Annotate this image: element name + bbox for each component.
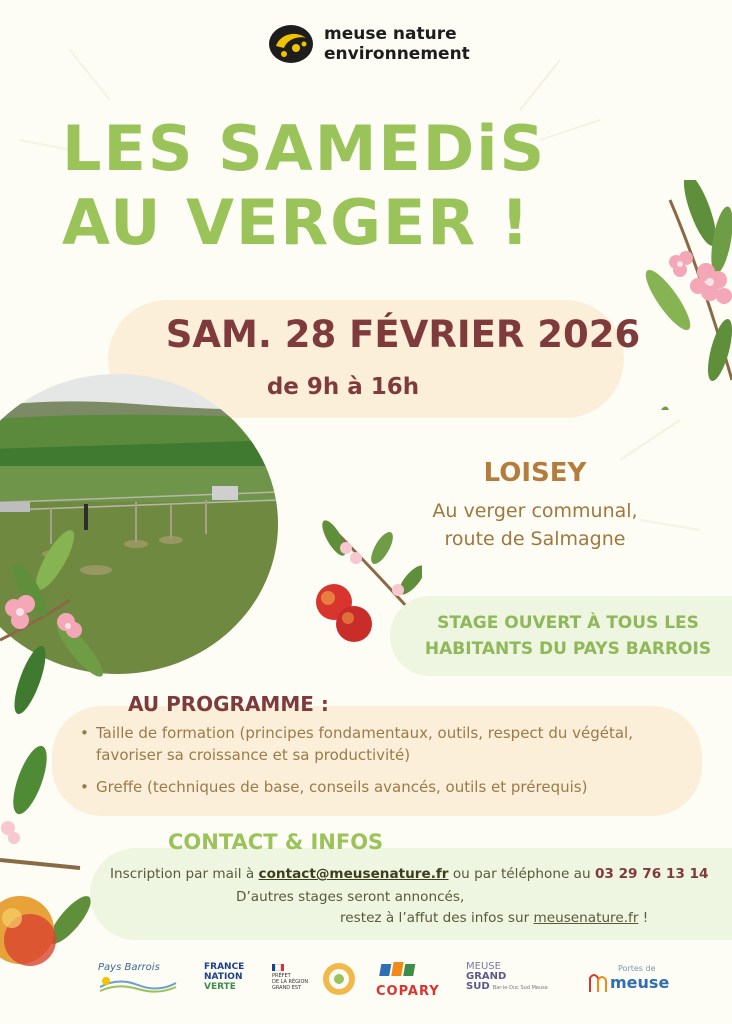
programme-list [80, 722, 680, 808]
logo-meuse-grand-sud [466, 962, 548, 993]
contact-line3-suffix: ! [638, 910, 649, 926]
mgs-line2: GRAND [466, 971, 507, 982]
contact-line1 [110, 866, 708, 882]
salamander-logo-icon [266, 22, 316, 66]
contact-middle: ou par téléphone au [448, 866, 595, 882]
pays-barrois-text: Pays Barrois [98, 962, 160, 973]
programme-heading: AU PROGRAMME : [128, 692, 329, 716]
event-date: SAM. 28 FÉVRIER 2026 [165, 313, 641, 356]
contact-phone[interactable]: 03 29 76 13 14 [594, 866, 709, 882]
marianne-flag-icon [272, 964, 284, 971]
logo-prefet-grand-est [272, 964, 308, 991]
fnv-line2: NATION [204, 972, 243, 982]
blossom-branch-left [0, 530, 110, 720]
mgs-line1: MEUSE [466, 961, 501, 972]
contact-email-link[interactable]: contact@meusenature.fr [258, 866, 449, 882]
mgs-line3: SUD [466, 981, 490, 992]
contact-line3-prefix: restez à l’affut des infos sur [340, 910, 534, 926]
location-line2: route de Salmagne [444, 528, 626, 550]
title-line1: LES SAMEDiS [62, 112, 547, 185]
logo-copary [376, 960, 440, 999]
portes-arches-icon [588, 970, 608, 992]
website-link[interactable]: meusenature.fr [533, 910, 639, 926]
apple-branch-bottom-left [0, 740, 96, 980]
fnv-line1: FRANCE [204, 962, 245, 972]
portes-line2: meuse [610, 973, 670, 992]
portes-line1: Portes de [618, 964, 656, 973]
logo-france-nation-verte [204, 962, 244, 992]
programme-item-taille: • Taille de formation (principes fondamentaux, outils, respect du végétal, favoriser sa croissance et sa productivité) [80, 722, 680, 766]
stage-line2: HABITANTS DU PAYS BARROIS [424, 639, 712, 659]
logo-pays-barrois [98, 962, 178, 999]
contact-prefix: Inscription par mail à [110, 866, 259, 882]
contact-line3 [340, 910, 648, 926]
brand-name-line1: meuse nature [324, 24, 457, 44]
location-line1: Au verger communal, [432, 500, 638, 522]
event-time: de 9h à 16h [266, 374, 420, 400]
programme-item-greffe: • Greffe (techniques de base, conseils avancés, outils et prérequis) [80, 776, 680, 798]
prefet-line3: GRAND EST [272, 985, 302, 991]
page-title [62, 112, 622, 260]
copary-text: COPARY [376, 984, 440, 999]
partner-logos [94, 958, 674, 1002]
brand-name-line2: environnement [324, 44, 470, 64]
brand-logo [266, 22, 470, 66]
stage-text [404, 610, 732, 662]
prefet-line2: DE LA RÉGION [272, 979, 309, 985]
location-name: LOISEY [483, 458, 587, 488]
fnv-line3: VERTE [204, 982, 236, 992]
copary-mark-icon [376, 960, 426, 980]
pays-barrois-wave-icon [98, 973, 178, 995]
prefet-line1: PRÉFET [272, 973, 291, 979]
contact-line2: D’autres stages seront annoncés, [236, 889, 465, 905]
contact-heading: CONTACT & INFOS [168, 830, 384, 854]
title-line2: AU VERGER ! [62, 186, 531, 259]
mgs-subtitle: Bar-le-Duc Sud Meuse [492, 985, 548, 991]
stage-line1: STAGE OUVERT À TOUS LES [437, 613, 699, 633]
round-badge-logo-icon [322, 962, 356, 996]
blossom-branch-top-right [640, 180, 732, 410]
